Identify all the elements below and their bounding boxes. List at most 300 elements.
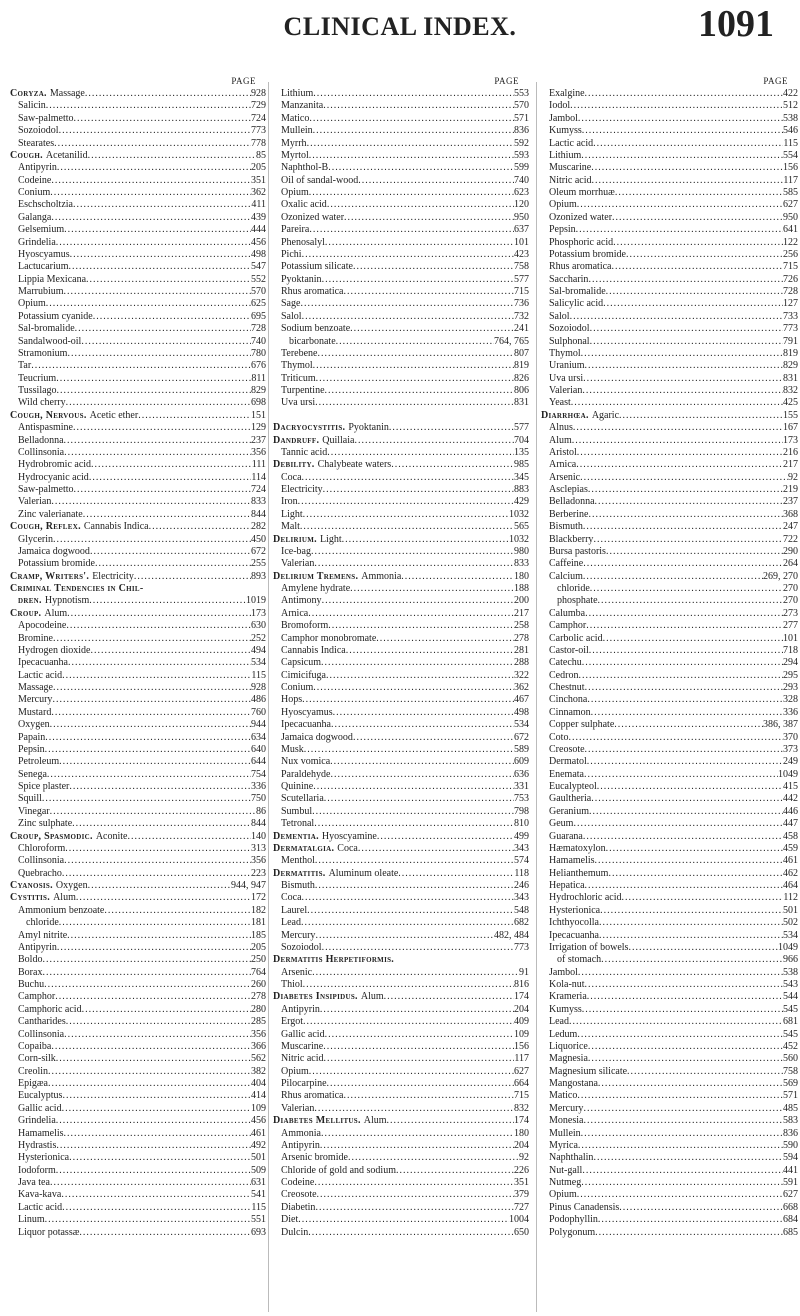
dot-leader: [308, 1227, 514, 1239]
dot-leader: [585, 608, 783, 620]
entry-term: Antipyrin: [18, 162, 57, 174]
entry-term: Geranium: [549, 805, 589, 817]
entry-page-ref: 204: [514, 1003, 529, 1015]
dot-leader: [599, 917, 783, 929]
entry-term: Mullein: [281, 125, 313, 137]
index-heading-entry: [273, 991, 529, 1003]
dot-leader: [588, 484, 783, 496]
dot-leader: [86, 274, 251, 286]
entry-page-ref: 411: [251, 199, 266, 211]
entry-term: Quebracho: [18, 867, 62, 879]
index-entry: [10, 175, 266, 187]
entry-page-ref: 92: [788, 471, 798, 483]
entry-term: Squill: [18, 793, 42, 805]
dot-leader: [62, 1103, 251, 1115]
index-entry: [10, 261, 266, 273]
entry-term: Sandalwood-oil: [18, 335, 82, 347]
index-entry: [541, 199, 798, 211]
dot-leader: [327, 1078, 514, 1090]
index-entry: [273, 162, 529, 174]
index-entry: [273, 657, 529, 669]
index-entry: [541, 286, 798, 298]
entry-page-ref: 599: [514, 162, 529, 174]
entry-page-ref: 773: [251, 125, 266, 137]
entry-term: Copaiba: [18, 1040, 52, 1052]
entry-page-ref: 336: [783, 706, 798, 718]
entry-page-ref: 570: [514, 100, 529, 112]
entry-term: Terebene: [281, 347, 318, 359]
dot-leader: [384, 991, 514, 1003]
entry-page-ref: 343: [514, 842, 529, 854]
dot-leader: [591, 707, 783, 719]
entry-page-ref: 174: [514, 991, 529, 1003]
dot-leader: [309, 1066, 514, 1078]
index-heading-entry: [10, 571, 266, 583]
entry-term: [10, 521, 149, 533]
dot-leader: [57, 385, 251, 397]
entry-page-ref: 693: [251, 1226, 266, 1238]
entry-term: Bromoform: [281, 620, 329, 632]
index-entry: [10, 1202, 266, 1214]
index-entry: [10, 1140, 266, 1152]
entry-term: Matico: [549, 1090, 578, 1102]
entry-page-ref: 91: [519, 966, 529, 978]
entry-page-ref: 422: [783, 88, 798, 99]
dot-leader: [56, 237, 251, 249]
entry-term: Light: [281, 508, 303, 520]
dot-leader: [598, 1214, 783, 1226]
index-entry: [541, 1016, 798, 1028]
entry-page-ref: 331: [514, 781, 529, 792]
entry-term: Massage: [18, 682, 53, 693]
index-entry: [541, 633, 798, 645]
dot-leader: [606, 286, 783, 298]
entry-term: Pareira: [281, 224, 310, 236]
index-entry: [10, 868, 266, 880]
entry-page-ref: 1004: [509, 1214, 529, 1226]
entry-term: Mercury: [281, 929, 316, 941]
entry-term: [273, 954, 394, 966]
entry-page-ref: 200: [514, 595, 529, 607]
entry-term: Antipyrin: [281, 1139, 320, 1151]
dot-leader: [56, 1165, 251, 1177]
entry-term: Apocodeine: [18, 620, 67, 632]
dot-leader: [331, 719, 514, 731]
entry-term: Electricity: [281, 484, 323, 495]
dot-leader: [330, 769, 514, 781]
entry-term: Eschscholtzia: [18, 199, 73, 211]
entry-page-ref: 461: [251, 1127, 266, 1139]
index-entry: [10, 1165, 266, 1177]
entry-page-ref: 551: [251, 1214, 266, 1226]
entry-page-ref: 811: [251, 372, 266, 384]
entry-page-ref: 831: [783, 372, 798, 384]
index-entry: [273, 187, 529, 199]
dot-leader: [326, 670, 514, 682]
entry-page-ref: 362: [251, 187, 266, 198]
entry-page-ref: 188: [514, 583, 529, 594]
dot-leader: [302, 472, 514, 484]
index-entry: [10, 138, 266, 150]
entry-heading: Delirium Tremens.: [273, 570, 359, 582]
entry-term: Sozoiodol: [281, 941, 322, 953]
entry-page-ref: 343: [514, 892, 529, 904]
index-entry: [541, 1053, 798, 1065]
index-entry: [541, 1202, 798, 1214]
entry-term: [10, 583, 144, 595]
entry-page-ref: 844: [251, 508, 266, 520]
index-entry: [541, 645, 798, 657]
entry-page-ref: 494: [251, 644, 266, 656]
index-heading-entry: [273, 435, 529, 447]
entry-term: Yeast: [549, 397, 571, 409]
dot-leader: [578, 670, 783, 682]
entry-page-ref: 140: [251, 830, 266, 842]
entry-term: Borax: [18, 966, 43, 978]
index-heading-entry: [10, 831, 266, 843]
index-entry: [10, 162, 266, 174]
entry-remedy: Cannabis Indica: [83, 521, 149, 533]
entry-page-ref: 155: [783, 409, 798, 421]
entry-page-ref: 429: [514, 496, 529, 508]
index-entry: [273, 1165, 529, 1177]
dot-leader: [72, 818, 251, 830]
dot-leader: [42, 793, 251, 805]
index-entry: [273, 1140, 529, 1152]
dot-leader: [302, 249, 514, 261]
dot-leader: [313, 125, 514, 137]
entry-term: Asclepias: [549, 484, 588, 495]
entry-term: Potassium bromide: [18, 558, 95, 570]
index-entry: [541, 991, 798, 1003]
dot-leader: [595, 855, 783, 867]
index-entry: [10, 1041, 266, 1053]
entry-page-ref: 219: [783, 484, 798, 495]
index-entry: [273, 360, 529, 372]
dot-leader: [316, 373, 514, 385]
entry-term: Dulcin: [281, 1226, 309, 1238]
dot-leader: [585, 682, 783, 694]
dot-leader: [588, 1053, 783, 1065]
index-entry: [273, 682, 529, 694]
entry-page-ref: 173: [251, 607, 266, 619]
index-entry: [10, 1152, 266, 1164]
entry-page-ref: 85: [256, 149, 266, 161]
index-entry: [273, 892, 529, 904]
dot-leader: [303, 1016, 514, 1028]
entry-page-ref: 833: [251, 496, 266, 508]
entry-term: Creolin: [18, 1065, 48, 1077]
index-entry: [10, 435, 266, 447]
entry-page-ref: 356: [251, 446, 266, 458]
entry-page-ref: 467: [514, 694, 529, 706]
entry-page-ref: 260: [251, 979, 266, 990]
dot-leader: [589, 806, 783, 818]
entry-page-ref: 637: [514, 224, 529, 236]
dot-leader: [67, 348, 251, 360]
entry-page-ref: 826: [514, 372, 529, 384]
index-heading-entry: [10, 583, 266, 595]
entry-page-ref: 636: [514, 768, 529, 780]
entry-page-ref: 482, 484: [494, 929, 529, 941]
entry-term: Sal-bromalide: [18, 323, 75, 335]
dot-leader: [626, 249, 783, 261]
index-entry: [541, 298, 798, 310]
dot-leader: [51, 175, 251, 187]
dot-leader: [577, 1090, 783, 1102]
index-entry: [541, 274, 798, 286]
entry-term: Nutmeg: [549, 1177, 582, 1188]
entry-page-ref: 252: [251, 632, 266, 644]
entry-term: [273, 534, 342, 546]
dot-leader: [62, 1202, 251, 1214]
dot-leader: [590, 583, 783, 595]
entry-term: Salol: [281, 310, 302, 322]
dot-leader: [582, 385, 783, 397]
entry-page-ref: 501: [783, 904, 798, 916]
entry-page-ref: 122: [783, 236, 798, 248]
page-number: 1091: [698, 3, 774, 45]
entry-term: [10, 410, 138, 422]
entry-term: Irrigation of bowels: [549, 941, 629, 953]
entry-term: Lactic acid: [18, 669, 63, 681]
dot-leader: [61, 1189, 251, 1201]
index-entry: [10, 979, 266, 991]
dot-leader: [587, 694, 783, 706]
index-entry: [10, 298, 266, 310]
entry-term: Podophyllin: [549, 1214, 598, 1226]
entry-term: Antipyrin: [18, 941, 57, 953]
index-entry: [273, 793, 529, 805]
index-entry: [541, 496, 798, 508]
entry-term: Ipecacuanha: [281, 719, 331, 731]
entry-term: [10, 880, 88, 892]
entry-page-ref: 173: [783, 434, 798, 446]
dot-leader: [64, 855, 251, 867]
entry-term: Oxygen: [18, 719, 50, 731]
index-entry: [10, 818, 266, 830]
dot-leader: [576, 459, 783, 471]
entry-term: Naphthol-B: [281, 162, 329, 174]
dot-leader: [377, 831, 514, 843]
index-entry: [541, 1165, 798, 1177]
dot-leader: [315, 855, 514, 867]
dot-leader: [593, 138, 783, 150]
index-entry: [541, 113, 798, 125]
index-entry: [541, 917, 798, 929]
entry-term: Jambol: [549, 966, 578, 978]
entry-term: Arsenic bromide: [281, 1152, 348, 1164]
dot-leader: [68, 657, 251, 669]
index-entry: [541, 583, 798, 595]
index-entry: [273, 694, 529, 706]
index-entry: [273, 732, 529, 744]
entry-page-ref: 760: [251, 706, 266, 718]
index-entry: [541, 546, 798, 558]
entry-page-ref: 101: [514, 236, 529, 248]
dot-leader: [70, 249, 251, 261]
dot-leader: [577, 199, 783, 211]
dot-leader: [50, 806, 256, 818]
dot-leader: [600, 905, 783, 917]
dot-leader: [59, 125, 251, 137]
index-entry: [273, 608, 529, 620]
dot-leader: [593, 534, 783, 546]
entry-page-ref: 833: [514, 558, 529, 570]
entry-page-ref: 351: [514, 1177, 529, 1188]
dot-leader: [572, 435, 783, 447]
dot-leader: [330, 756, 514, 768]
entry-term: Zinc valerianate: [18, 508, 83, 520]
entry-heading: Dacryocystitis.: [273, 422, 346, 434]
dot-leader: [578, 1140, 783, 1152]
entry-page-ref: 269, 270: [763, 570, 798, 582]
entry-term: Codeine: [18, 174, 52, 186]
index-entry: [541, 237, 798, 249]
dot-leader: [315, 397, 514, 409]
index-entry: [541, 373, 798, 385]
index-entry: [541, 756, 798, 768]
entry-term: Polygonum: [549, 1226, 596, 1238]
index-entry: [541, 249, 798, 261]
entry-page-ref: 280: [251, 1003, 266, 1015]
entry-term: [10, 608, 67, 620]
entry-page-ref: 273: [783, 607, 798, 619]
entry-page-ref: 715: [783, 261, 798, 273]
dot-leader: [603, 298, 783, 310]
dot-leader: [323, 484, 514, 496]
dot-leader: [309, 150, 514, 162]
entry-heading: Cramp, Writers'.: [10, 570, 90, 582]
entry-heading: Debility.: [273, 459, 315, 471]
index-entry: [541, 694, 798, 706]
dot-leader: [582, 1004, 783, 1016]
entry-page-ref: 127: [783, 298, 798, 310]
dot-leader: [598, 595, 783, 607]
index-entry: [273, 199, 529, 211]
dot-leader: [581, 150, 783, 162]
entry-term: Codeine: [281, 1177, 315, 1188]
entry-term: Sodium benzoate: [281, 323, 351, 335]
entry-term: Chloroform: [18, 842, 66, 854]
entry-page-ref: 459: [783, 842, 798, 854]
index-entry: [541, 323, 798, 335]
dot-leader: [64, 435, 251, 447]
index-entry: [541, 769, 798, 781]
index-entry: [10, 744, 266, 756]
entry-term: Corn-silk: [18, 1053, 56, 1065]
dot-leader: [76, 892, 251, 904]
entry-page-ref: 538: [783, 112, 798, 124]
entry-page-ref: 237: [251, 434, 266, 446]
index-entry: [10, 917, 266, 929]
index-heading-entry: [10, 880, 266, 892]
entry-term: Bromine: [18, 632, 53, 644]
index-entry: [10, 1090, 266, 1102]
entry-term: Hydrastis: [18, 1139, 57, 1151]
dot-leader: [313, 781, 514, 793]
entry-term: Sozoiodol: [18, 125, 59, 137]
entry-term: Antipyrin: [281, 1003, 320, 1015]
index-entry: [10, 1053, 266, 1065]
index-entry: [273, 496, 529, 508]
dot-leader: [51, 496, 251, 508]
index-entry: [10, 1227, 266, 1239]
entry-term: Capsicum: [281, 657, 321, 669]
entry-term: Spice plaster: [18, 781, 70, 792]
dot-leader: [583, 1103, 783, 1115]
entry-term: Tussilago: [18, 385, 57, 396]
entry-page-ref: 644: [251, 756, 266, 768]
index-entry: [541, 459, 798, 471]
blank-line: [273, 410, 529, 422]
entry-page-ref: 204: [514, 1139, 529, 1151]
entry-page-ref: 217: [783, 459, 798, 471]
dot-leader: [104, 905, 251, 917]
entry-page-ref: 237: [783, 496, 798, 508]
entry-term: Exalgine: [549, 88, 585, 99]
index-entry: [541, 608, 798, 620]
entry-page-ref: 727: [514, 1201, 529, 1213]
dot-leader: [591, 793, 783, 805]
dot-leader: [59, 756, 251, 768]
entry-page-ref: 736: [514, 298, 529, 310]
index-entry: [273, 1090, 529, 1102]
entry-term: Hysterionica: [549, 904, 601, 916]
entry-page-ref: 798: [514, 805, 529, 817]
entry-term: Epigæa: [18, 1078, 48, 1089]
entry-page-ref: 135: [514, 446, 529, 458]
entry-page-ref: 247: [783, 521, 798, 533]
dot-leader: [328, 620, 514, 632]
entry-page-ref: 456: [251, 1115, 266, 1127]
entry-term: bicarbonate: [289, 335, 336, 347]
dot-leader: [82, 1004, 251, 1016]
dot-leader: [52, 694, 251, 706]
entry-page-ref: 226: [514, 1164, 529, 1176]
dot-leader: [577, 447, 783, 459]
dot-leader: [593, 1152, 783, 1164]
index-entry: [541, 1140, 798, 1152]
entry-page-ref: 728: [251, 323, 266, 335]
dot-leader: [583, 373, 783, 385]
entry-term: Camphor monobromate: [281, 632, 377, 644]
dot-leader: [376, 633, 514, 645]
entry-term: Cimicifuga: [281, 669, 326, 681]
entry-term: Hydrogen dioxide: [18, 644, 91, 656]
entry-term: Hydrochloric acid: [549, 892, 622, 904]
dot-leader: [127, 831, 251, 843]
dot-leader: [64, 447, 251, 459]
entry-term: Ammonia: [281, 1127, 321, 1139]
entry-term: Valerian: [281, 1102, 315, 1114]
entry-term: Lactic acid: [18, 1201, 63, 1213]
dot-leader: [396, 1165, 514, 1177]
index-entry: [273, 917, 529, 929]
entry-page-ref: 724: [251, 112, 266, 124]
entry-term: Blackberry: [549, 533, 594, 545]
entry-page-ref: 764: [251, 966, 266, 978]
entry-term: Rhus aromatica: [549, 261, 612, 273]
index-entry: [273, 1227, 529, 1239]
entry-page-ref: 664: [514, 1078, 529, 1089]
dot-leader: [95, 558, 251, 570]
index-entry: [273, 298, 529, 310]
dot-leader: [57, 942, 251, 954]
entry-term: [273, 1115, 387, 1127]
entry-page-ref: 816: [514, 979, 529, 990]
dot-leader: [570, 311, 783, 323]
